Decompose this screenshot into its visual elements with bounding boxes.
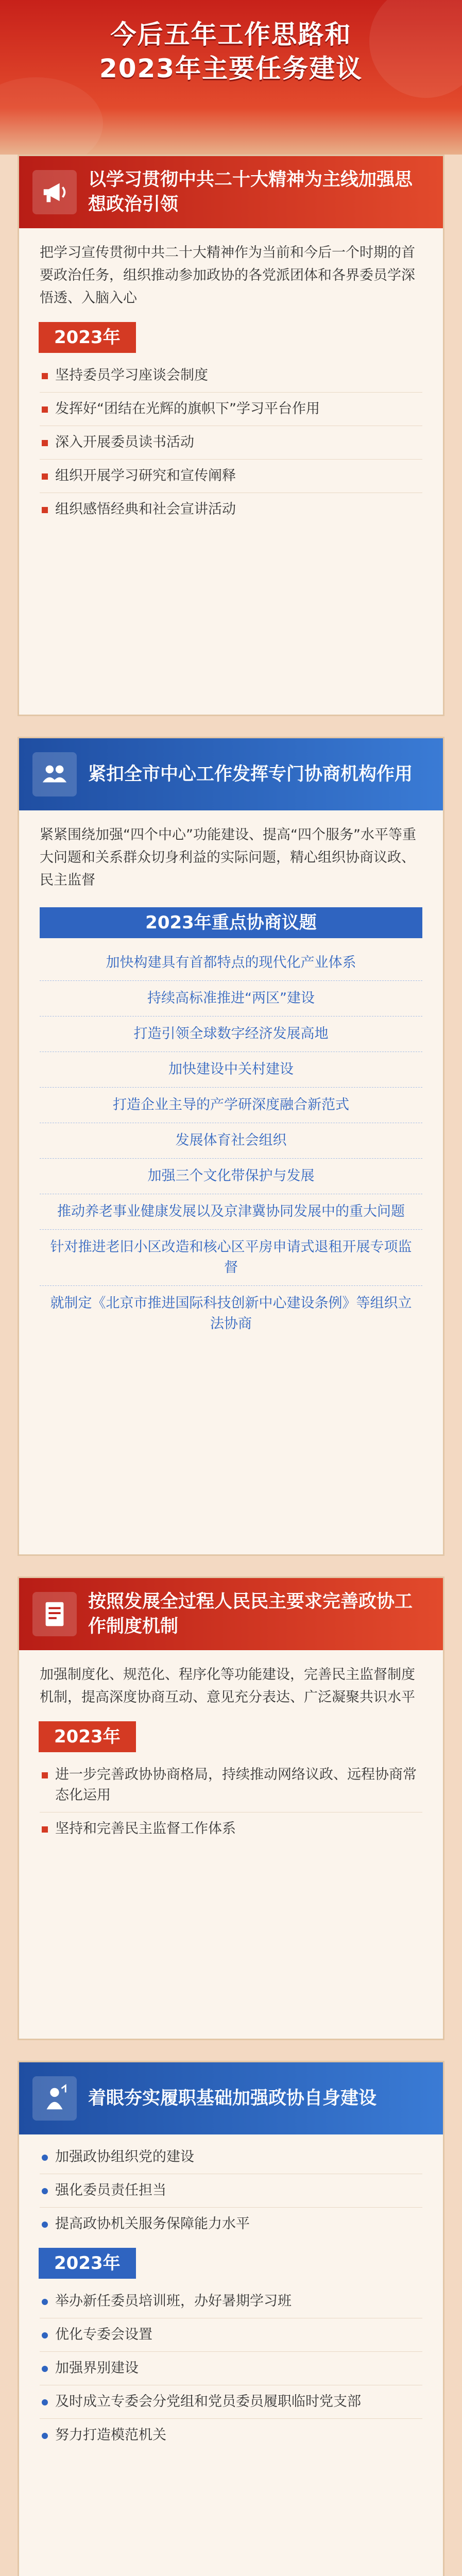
list-item: 加强政协组织党的建设 bbox=[40, 2141, 422, 2174]
list-item: 举办新任委员培训班，办好暑期学习班 bbox=[40, 2285, 422, 2318]
list-item: 针对推进老旧小区改造和核心区平房申请式退租开展专项监督 bbox=[40, 1230, 422, 1286]
bullet bbox=[42, 2299, 48, 2305]
list-item: 进一步完善政协协商格局，持续推动网络议政、远程协商常态化运用 bbox=[40, 1758, 422, 1812]
section-title: 着眼夯实履职基础加强政协自身建设 bbox=[88, 2088, 377, 2109]
list-item: 提高政协机关服务保障能力水平 bbox=[40, 2208, 422, 2241]
section-header bbox=[19, 1578, 443, 1650]
list-item: 深入开展委员读书活动 bbox=[40, 426, 422, 460]
year-tag: 2023年 bbox=[39, 2248, 136, 2279]
section-header bbox=[19, 2062, 443, 2134]
task-list bbox=[19, 2141, 443, 2241]
section-title: 紧扣全市中心工作发挥专门协商机构作用 bbox=[88, 764, 413, 785]
list-item: 发挥好“团结在光辉的旗帜下”学习平台作用 bbox=[40, 393, 422, 426]
list-item: 加快建设中关村建设 bbox=[40, 1052, 422, 1088]
list-item: 及时成立专委会分党组和党员委员履职临时党支部 bbox=[40, 2385, 422, 2419]
bullet bbox=[42, 1772, 48, 1778]
section-institutional-mechanism bbox=[18, 1577, 444, 2040]
hero-banner bbox=[0, 0, 462, 155]
section-header bbox=[19, 738, 443, 810]
growth-icon bbox=[32, 2076, 77, 2121]
list-item: 加强界别建设 bbox=[40, 2352, 422, 2385]
bullet bbox=[42, 2222, 48, 2228]
bullet bbox=[42, 2155, 48, 2161]
section-intro: 加强制度化、规范化、程序化等功能建设，完善民主监督制度机制，提高深度协商互动、意见充分表达、广泛凝聚共识水平 bbox=[40, 1667, 415, 1705]
bullet bbox=[42, 507, 48, 513]
section-intro: 把学习宣传贯彻中共二十大精神作为当前和今后一个时期的首要政治任务，组织推动参加政协的各党派团体和各界委员学深悟透、入脑入心 bbox=[40, 245, 415, 306]
list-item: 持续高标准推进“两区”建设 bbox=[40, 981, 422, 1016]
section-consultation bbox=[18, 737, 444, 1556]
bullet bbox=[42, 373, 48, 379]
bullet bbox=[42, 2188, 48, 2194]
section-ideological-guidance bbox=[18, 155, 444, 716]
list-item: 发展体育社会组织 bbox=[40, 1123, 422, 1159]
task-list bbox=[19, 1758, 443, 1845]
hero-title bbox=[0, 18, 462, 86]
year-tag: 2023年 bbox=[39, 1721, 136, 1752]
list-item: 组织开展学习研究和宣传阐释 bbox=[40, 460, 422, 493]
list-item: 就制定《北京市推进国际科技创新中心建设条例》等组织立法协商 bbox=[50, 1295, 412, 1332]
section-self-building bbox=[18, 2061, 444, 2576]
bullet bbox=[42, 2399, 48, 2405]
bullet bbox=[42, 473, 48, 480]
people-icon bbox=[32, 752, 77, 796]
bullet bbox=[42, 1826, 48, 1833]
section-header bbox=[19, 156, 443, 228]
bullet bbox=[42, 2366, 48, 2372]
megaphone-icon bbox=[32, 170, 77, 214]
section-title: 按照发展全过程人民民主要求完善政协工作制度机制 bbox=[88, 1591, 413, 1637]
decorative-circle bbox=[0, 77, 103, 155]
list-item: 坚持委员学习座谈会制度 bbox=[40, 359, 422, 393]
section-title: 以学习贯彻中共二十大精神为主线加强思想政治引领 bbox=[88, 170, 413, 215]
list-item: 坚持和完善民主监督工作体系 bbox=[40, 1812, 422, 1845]
year-tag: 2023年 bbox=[39, 322, 136, 353]
list-item: 打造企业主导的产学研深度融合新范式 bbox=[40, 1088, 422, 1123]
list-item: 加快构建具有首都特点的现代化产业体系 bbox=[40, 945, 422, 981]
list-item: 优化专委会设置 bbox=[40, 2318, 422, 2352]
task-list bbox=[19, 359, 443, 526]
bullet bbox=[42, 406, 48, 413]
document-icon bbox=[32, 1592, 77, 1636]
hero-title-line2: 2023年主要任务建议 bbox=[99, 54, 363, 83]
task-list bbox=[19, 2285, 443, 2452]
section-intro: 紧紧围绕加强“四个中心”功能建设、提高“四个服务”水平等重大问题和关系群众切身利益的实际问题，精心组织协商议政、民主监督 bbox=[40, 827, 416, 888]
list-item: 组织感悟经典和社会宣讲活动 bbox=[40, 493, 422, 526]
bullet bbox=[42, 2332, 48, 2338]
list-item: 强化委员责任担当 bbox=[40, 2174, 422, 2208]
agenda-tag: 2023年重点协商议题 bbox=[40, 907, 422, 938]
list-item: 打造引领全球数字经济发展高地 bbox=[40, 1016, 422, 1052]
bullet bbox=[42, 2433, 48, 2439]
list-item: 推动养老事业健康发展以及京津冀协同发展中的重大问题 bbox=[40, 1194, 422, 1230]
hero-title-line1: 今后五年工作思路和 bbox=[110, 20, 352, 49]
agenda-list bbox=[19, 945, 443, 1342]
bullet bbox=[42, 440, 48, 446]
list-item: 努力打造模范机关 bbox=[40, 2419, 422, 2452]
list-item: 加强三个文化带保护与发展 bbox=[40, 1159, 422, 1194]
